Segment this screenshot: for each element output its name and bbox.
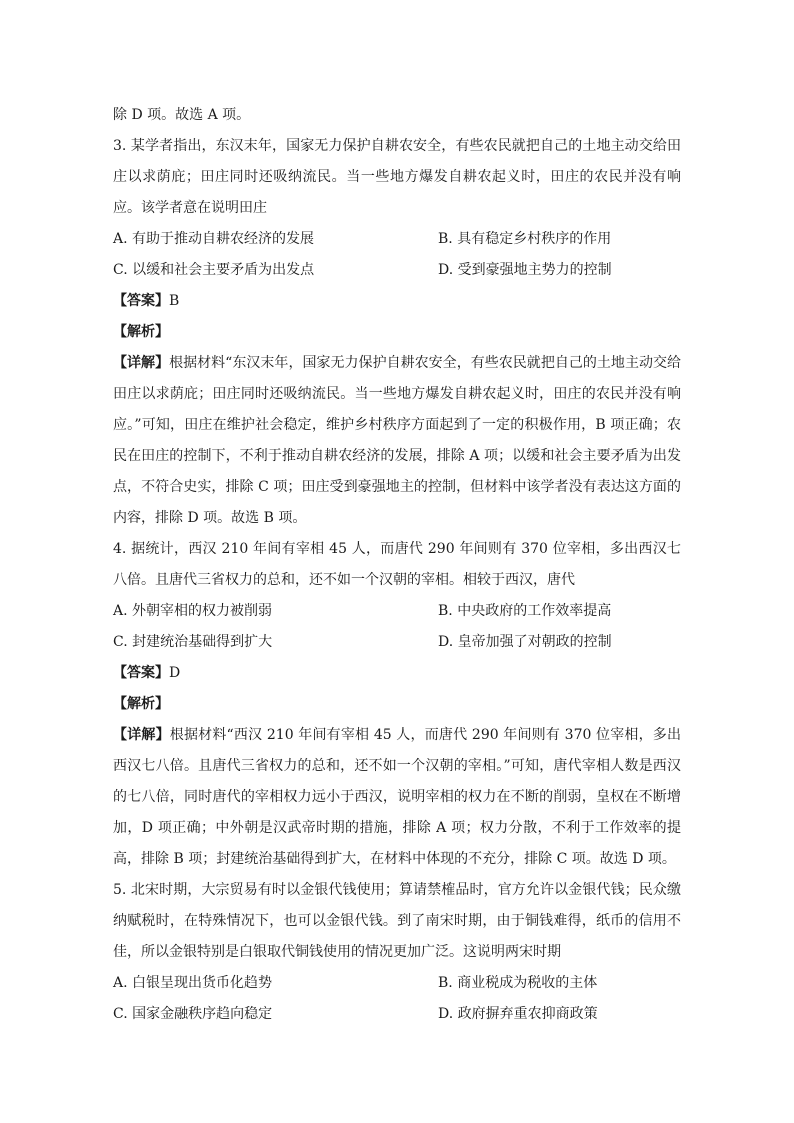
question-4-options-row-1 bbox=[113, 596, 681, 627]
detail-tag: 【详解】 bbox=[113, 727, 170, 743]
analysis-tag: 【解析】 bbox=[113, 696, 169, 712]
question-5-option-d: D. 政府摒弃重农抑商政策 bbox=[438, 1006, 598, 1022]
question-4-detail bbox=[113, 720, 681, 875]
question-3-detail bbox=[113, 348, 681, 534]
question-5-option-c: C. 国家金融秩序趋向稳定 bbox=[113, 1006, 273, 1022]
question-3-analysis bbox=[113, 317, 681, 348]
answer-value: B bbox=[169, 293, 180, 309]
previous-answer-tail: 除 D 项。故选 A 项。 bbox=[113, 107, 251, 123]
question-5-option-a: A. 白银呈现出货币化趋势 bbox=[113, 975, 273, 991]
question-5 bbox=[113, 875, 681, 1030]
answer-tag: 【答案】 bbox=[113, 293, 169, 309]
analysis-tag: 【解析】 bbox=[113, 324, 169, 340]
question-4-option-a: A. 外朝宰相的权力被削弱 bbox=[113, 603, 273, 619]
question-3-stem: 3. 某学者指出，东汉末年，国家无力保护自耕农安全，有些农民就把自己的土地主动交给田庄以求荫庇；田庄同时还吸纳流民。当一些地方爆发自耕农起义时，田庄的农民并没有响应。该学者意在说明田庄 bbox=[113, 138, 681, 216]
question-4-options-row-2 bbox=[113, 627, 681, 658]
answer-tag: 【答案】 bbox=[113, 665, 169, 681]
question-3-option-a: A. 有助于推动自耕农经济的发展 bbox=[113, 231, 315, 247]
question-3-options-row-1 bbox=[113, 224, 681, 255]
question-3-answer bbox=[113, 286, 681, 317]
question-5-options-row-2 bbox=[113, 999, 681, 1030]
detail-tag: 【详解】 bbox=[113, 355, 170, 371]
question-3-option-d: D. 受到豪强地主势力的控制 bbox=[438, 262, 612, 278]
question-5-options-row-1 bbox=[113, 968, 681, 999]
question-4-stem: 4. 据统计，西汉 210 年间有宰相 45 人，而唐代 290 年间则有 370 位宰相，多出西汉七八倍。且唐代三省权力的总和，还不如一个汉朝的宰相。相较于西汉，唐代 bbox=[113, 541, 681, 588]
document-content bbox=[113, 100, 681, 1030]
question-4-option-d: D. 皇帝加强了对朝政的控制 bbox=[438, 634, 612, 650]
detail-text: 根据材料“西汉 210 年间有宰相 45 人，而唐代 290 年间则有 370 位宰相，多出西汉七八倍。且唐代三省权力的总和，还不如一个汉朝的宰相。”可知，唐代宰相人数是西汉的七八倍，同时唐代的宰相权力远小于西汉，说明宰相的权力在不断的削弱，皇权在不断增加，D 项正确；中外朝是汉武帝时期的措施，排除 A 项；权力分散，不利于工作效率的提高，排除 B 项；封建统治基础得到扩大，在材料中体现的不充分，排除 C 项。故选 D 项。 bbox=[113, 727, 681, 867]
question-3-option-b: B. 具有稳定乡村秩序的作用 bbox=[438, 231, 612, 247]
question-5-stem: 5. 北宋时期，大宗贸易有时以金银代钱使用；算请禁榷品时，官方允许以金银代钱；民众缴纳赋税时，在特殊情况下，也可以金银代钱。到了南宋时期，由于铜钱难得，纸币的信用不佳，所以金银特别是白银取代铜钱使用的情况更加广泛。这说明两宋时期 bbox=[113, 882, 681, 960]
answer-value: D bbox=[169, 665, 181, 681]
detail-text: 根据材料“东汉末年，国家无力保护自耕农安全，有些农民就把自己的土地主动交给田庄以求荫庇；田庄同时还吸纳流民。当一些地方爆发自耕农起义时，田庄的农民并没有响应。”可知，田庄在维护社会稳定，维护乡村秩序方面起到了一定的积极作用，B 项正确；农民在田庄的控制下，不利于推动自耕农经济的发展，排除 A 项；以缓和社会主要矛盾为出发点，不符合史实，排除 C 项；田庄受到豪强地主的控制，但材料中该学者没有表达这方面的内容，排除 D 项。故选 B 项。 bbox=[113, 355, 682, 526]
question-5-option-b: B. 商业税成为税收的主体 bbox=[438, 975, 598, 991]
question-4-analysis bbox=[113, 689, 681, 720]
question-3-option-c: C. 以缓和社会主要矛盾为出发点 bbox=[113, 262, 315, 278]
question-4-option-b: B. 中央政府的工作效率提高 bbox=[438, 603, 612, 619]
question-3-options-row-2 bbox=[113, 255, 681, 286]
question-4-option-c: C. 封建统治基础得到扩大 bbox=[113, 634, 273, 650]
question-4-answer bbox=[113, 658, 681, 689]
question-4 bbox=[113, 534, 681, 875]
question-3 bbox=[113, 131, 681, 534]
